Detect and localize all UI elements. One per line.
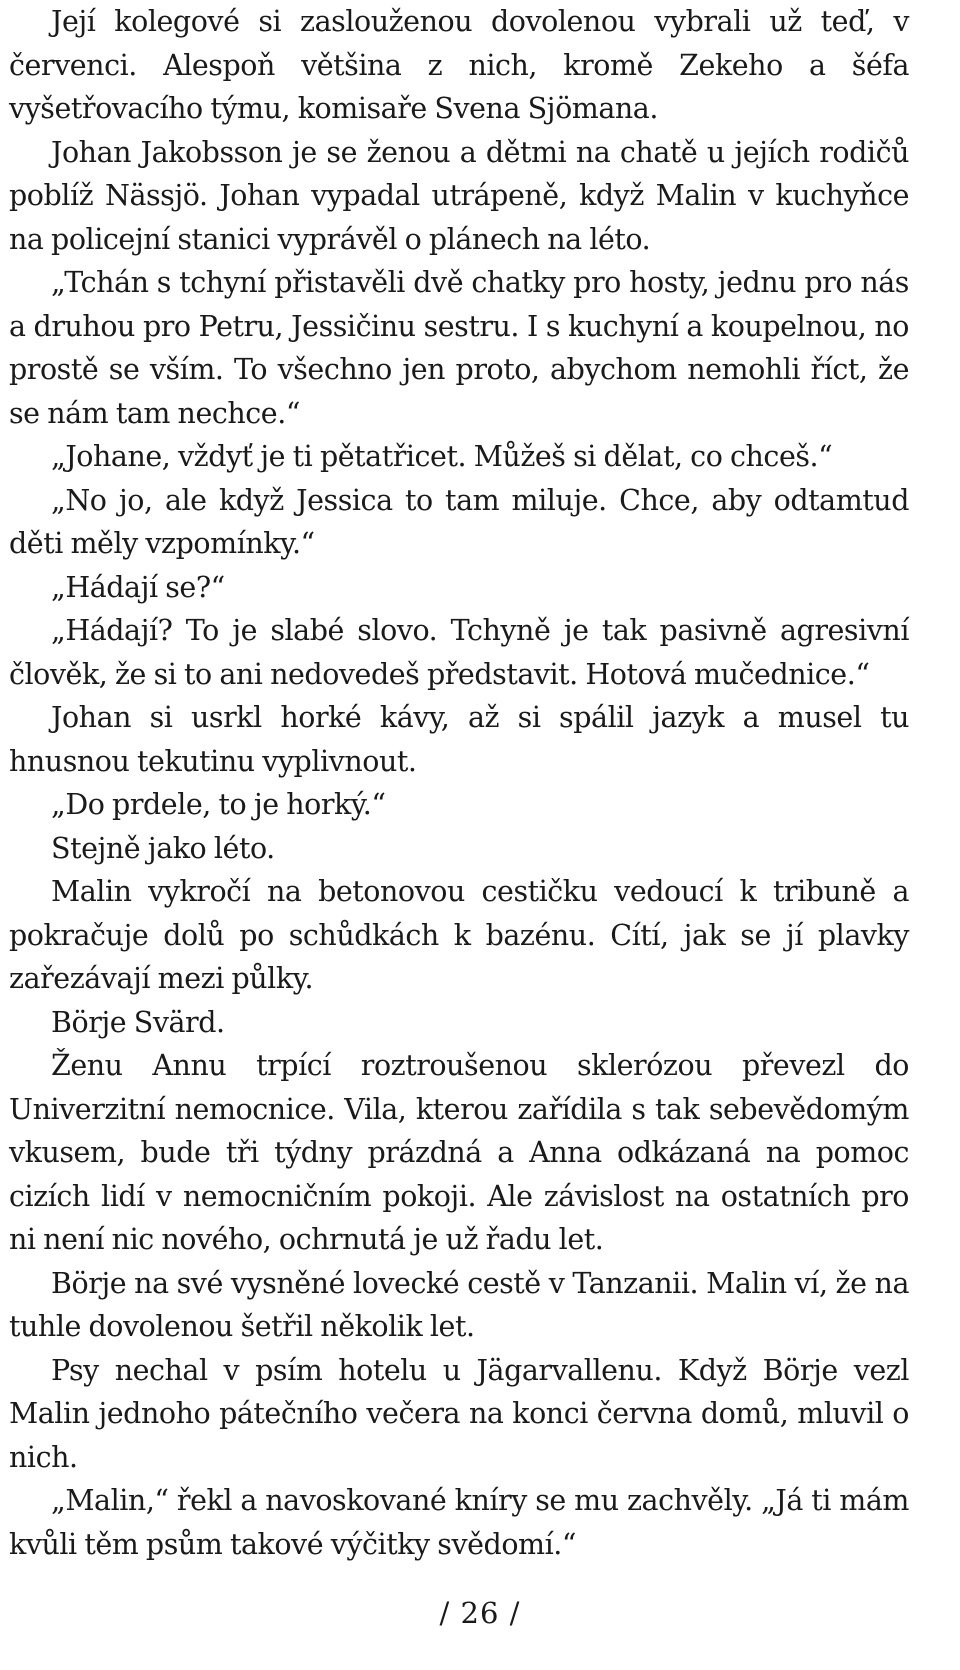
paragraph: Psy nechal v psím hotelu u Jägarvallenu. Když Börje vezl Malin jednoho pátečního večera na konci června domů, mluvil o nich. xyxy=(9,1353,909,1474)
paragraph: Její kolegové si zaslouženou dovolenou vybrali už teď, v červenci. Alespoň většina z nich, kromě Zekeho a šéfa vyšetřovacího týmu, komisaře Svena Sjömana. xyxy=(9,5,909,125)
paragraph: „Hádají? To je slabé slovo. Tchyně je tak pasivně agresivní člověk, že si to ani nedovedeš představit. Hotová mučednice.“ xyxy=(9,614,909,691)
paragraph: Johan si usrkl horké kávy, až si spálil jazyk a musel tu hnusnou tekutinu vyplivnout. xyxy=(9,701,909,778)
paragraph: Börje na své vysněné lovecké cestě v Tanzanii. Malin ví, že na tuhle dovolenou šetřil několik let. xyxy=(9,1266,909,1343)
page-number: / 26 / xyxy=(439,1596,521,1630)
paragraph: „Do prdele, to je horký.“ xyxy=(51,788,386,821)
paragraph: „Hádají se?“ xyxy=(51,570,225,604)
paragraph: Malin vykročí na betonovou cestičku vedoucí k tribuně a pokračuje dolů po schůdkách k bazénu. Cítí, jak se jí plavky zařezávají mezi půlky. xyxy=(9,875,909,995)
paragraph: „No jo, ale když Jessica to tam miluje. Chce, aby odtamtud děti měly vzpomínky.“ xyxy=(9,483,909,560)
paragraph: Johan Jakobsson je se ženou a dětmi na chatě u jejích rodičů poblíž Nässjö. Johan vypadal utrápeně, když Malin v kuchyňce na policejní stanici vyprávěl o plánech na léto. xyxy=(9,135,909,256)
paragraph: Stejně jako léto. xyxy=(51,831,275,865)
paragraph: „Johane, vždyť je ti pětatřicet. Můžeš si dělat, co chceš.“ xyxy=(51,440,833,473)
paragraph: „Malin,“ řekl a navoskované kníry se mu zachvěly. „Já ti mám kvůli těm psům takové výčitky svědomí.“ xyxy=(9,1484,909,1561)
paragraph: Börje Svärd. xyxy=(51,1005,225,1039)
paragraph: Ženu Annu trpící roztroušenou sklerózou převezl do Univerzitní nemocnice. Vila, kterou zařídila s tak sebevědomým vkusem, bude tři týdny prázdná a Anna odkázaná na pomoc cizích lidí v nemocničním pokoji. Ale závislost na ostatních pro ni není nic nového, ochrnutá je už řadu let. xyxy=(9,1049,909,1256)
paragraph: „Tchán s tchyní přistavěli dvě chatky pro hosty, jednu pro nás a druhou pro Petru, Jessičinu sestru. I s kuchyní a koupelnou, no prostě se vším. To všechno jen proto, abychom nemohli říct, že se nám tam nechce.“ xyxy=(9,266,909,430)
book-page-text xyxy=(9,0,909,1566)
